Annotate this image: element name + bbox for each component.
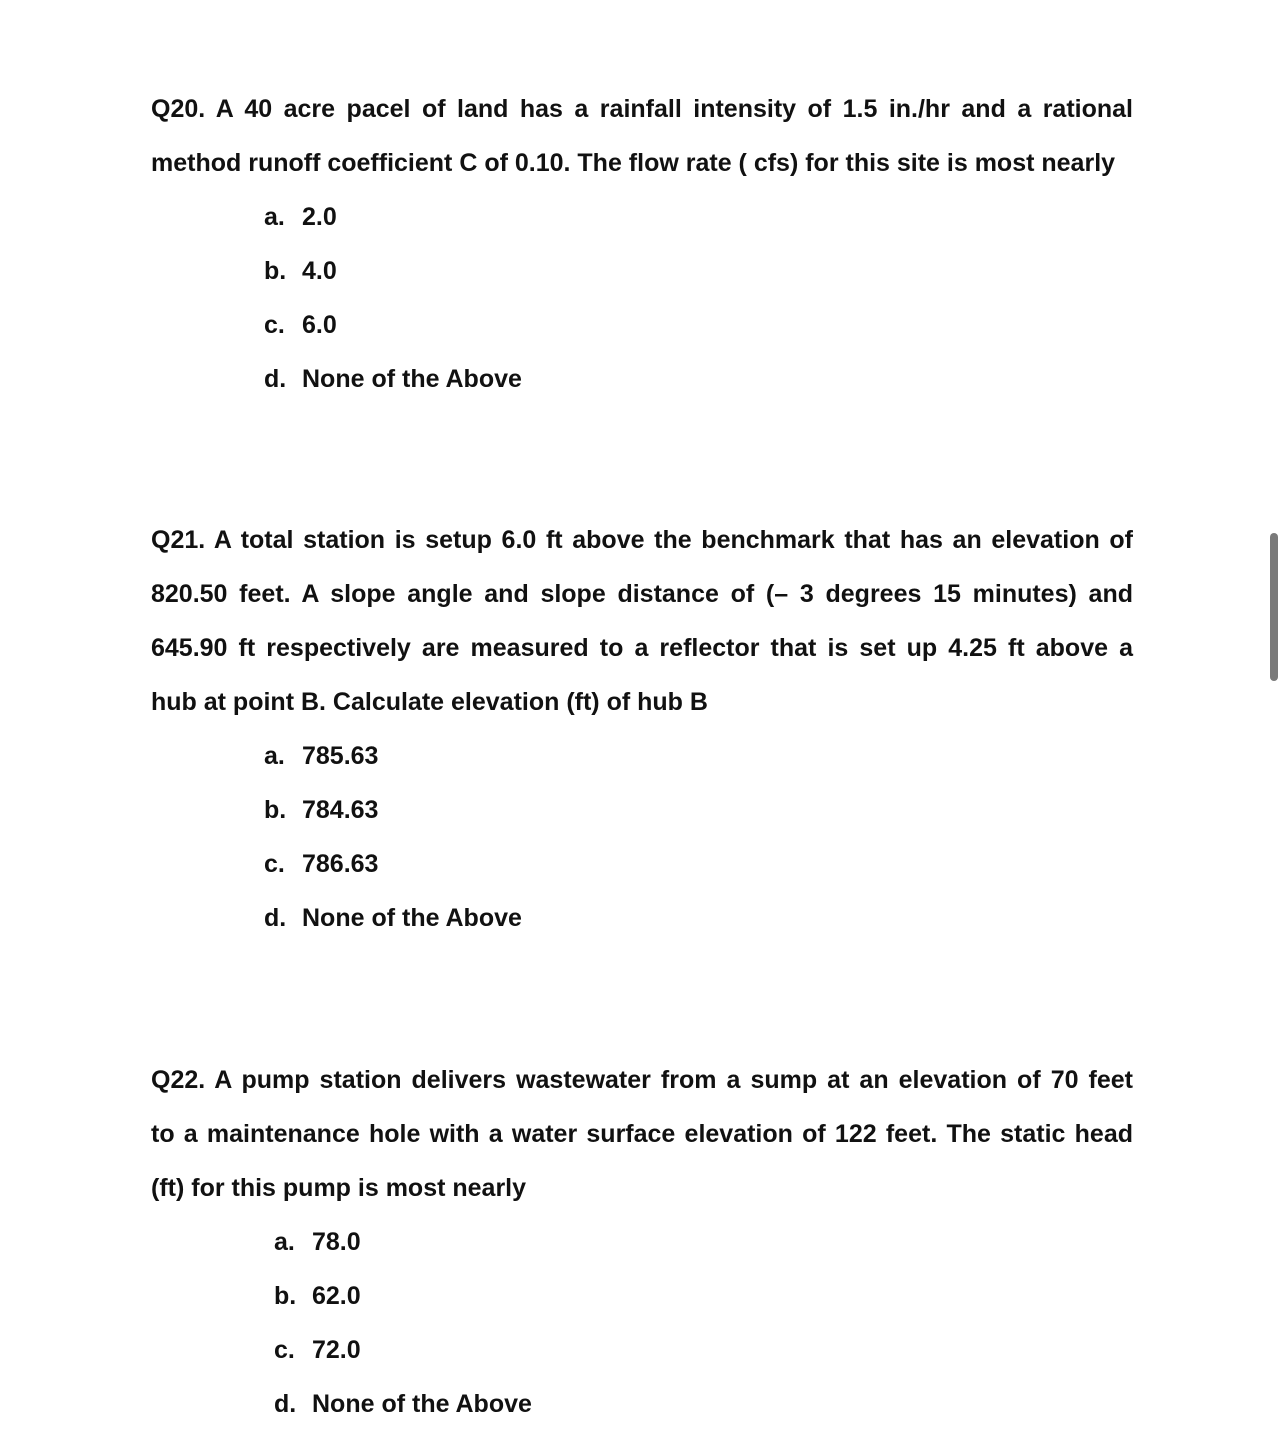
question-text-line: Q21. A total station is setup 6.0 ft above the benchmark that has an elevation of <box>151 526 1133 554</box>
answer-options <box>274 1215 1133 1431</box>
option-letter: c. <box>264 311 285 339</box>
option-text: 62.0 <box>312 1282 361 1310</box>
option-letter: d. <box>264 904 287 932</box>
answer-option-a <box>264 190 1133 244</box>
option-text: 784.63 <box>302 796 379 824</box>
option-letter: b. <box>274 1282 297 1310</box>
question-text-line: 820.50 feet. A slope angle and slope distance of (– 3 degrees 15 minutes) and <box>151 580 1133 608</box>
answer-option-b <box>274 1269 1133 1323</box>
option-letter: a. <box>264 742 285 770</box>
option-letter: a. <box>274 1228 295 1256</box>
question-text-line: to a maintenance hole with a water surface elevation of 122 feet. The static head <box>151 1120 1133 1148</box>
option-text: 78.0 <box>312 1228 361 1256</box>
option-text: 4.0 <box>302 257 337 285</box>
answer-option-d <box>264 891 1133 945</box>
question-text-line: Q22. A pump station delivers wastewater from a sump at an elevation of 70 feet <box>151 1066 1133 1094</box>
question-text-line: method runoff coefficient C of 0.10. The flow rate ( cfs) for this site is most nearly <box>151 149 1116 177</box>
option-text: None of the Above <box>312 1390 532 1418</box>
option-letter: c. <box>264 850 285 878</box>
answer-option-b <box>264 783 1133 837</box>
question-q20 <box>151 82 1133 406</box>
vertical-scrollbar-thumb[interactable] <box>1270 533 1278 681</box>
option-letter: d. <box>274 1390 297 1418</box>
question-text-line: hub at point B. Calculate elevation (ft) of hub B <box>151 688 708 716</box>
answer-option-d <box>264 352 1133 406</box>
option-letter: c. <box>274 1336 295 1364</box>
answer-options <box>264 190 1133 406</box>
option-letter: b. <box>264 796 287 824</box>
answer-options <box>264 729 1133 945</box>
option-text: 785.63 <box>302 742 379 770</box>
option-letter: a. <box>264 203 285 231</box>
question-text-line: (ft) for this pump is most nearly <box>151 1174 527 1202</box>
answer-option-c <box>264 837 1133 891</box>
answer-option-c <box>264 298 1133 352</box>
option-text: None of the Above <box>302 904 522 932</box>
question-q22 <box>151 1053 1133 1431</box>
answer-option-c <box>274 1323 1133 1377</box>
answer-option-a <box>264 729 1133 783</box>
answer-option-b <box>264 244 1133 298</box>
question-text-line: Q20. A 40 acre pacel of land has a rainfall intensity of 1.5 in./hr and a rational <box>151 95 1133 123</box>
question-q21 <box>151 513 1133 945</box>
option-text: 2.0 <box>302 203 337 231</box>
option-text: None of the Above <box>302 365 522 393</box>
answer-option-d <box>274 1377 1133 1431</box>
option-text: 72.0 <box>312 1336 361 1364</box>
option-letter: d. <box>264 365 287 393</box>
option-letter: b. <box>264 257 287 285</box>
answer-option-a <box>274 1215 1133 1269</box>
option-text: 6.0 <box>302 311 337 339</box>
question-text-line: 645.90 ft respectively are measured to a reflector that is set up 4.25 ft above a <box>151 634 1133 662</box>
option-text: 786.63 <box>302 850 379 878</box>
